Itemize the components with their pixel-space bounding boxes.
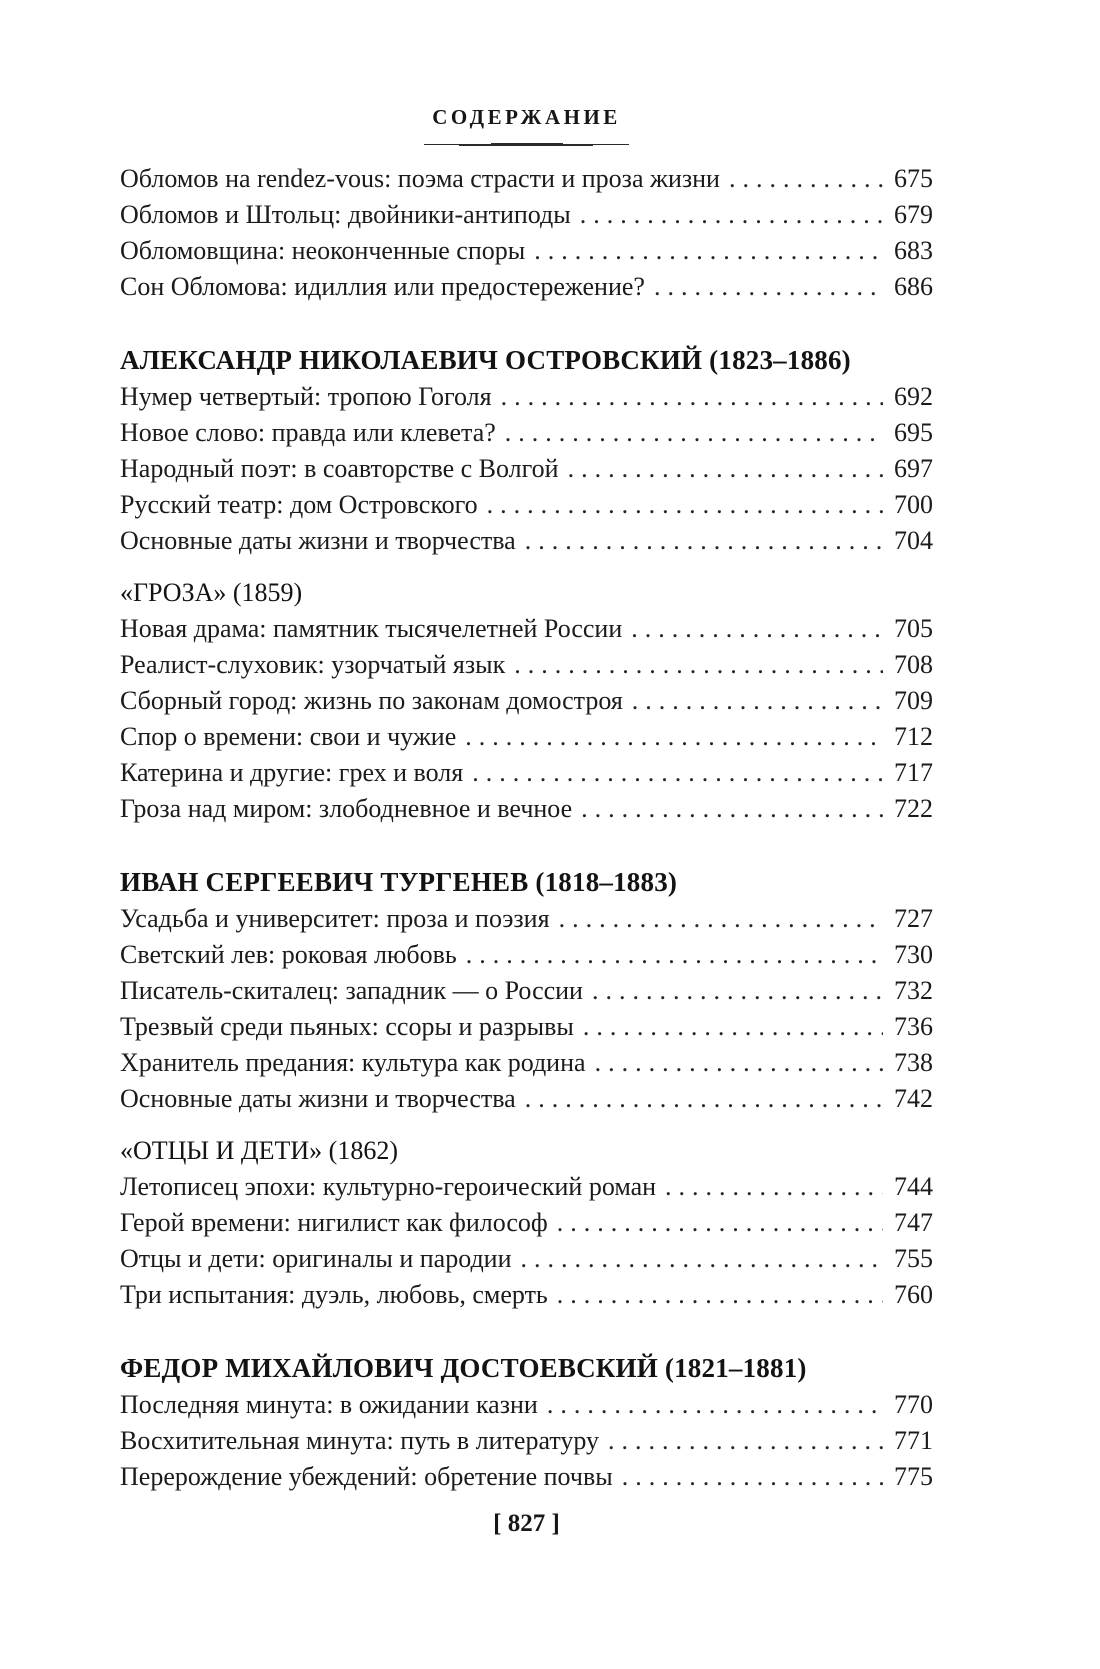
dot-leader <box>608 1423 883 1459</box>
toc-entry-title: Отцы и дети: оригиналы и пародии <box>120 1244 512 1273</box>
toc-entry-page-number: 770 <box>894 1390 933 1419</box>
toc-entry-page-number: 736 <box>894 1012 933 1041</box>
toc-entry-title: Усадьба и университет: проза и поэзия <box>120 904 550 933</box>
divider-segment <box>491 143 563 146</box>
dot-leader <box>505 415 883 451</box>
toc-entry[interactable] <box>120 379 933 415</box>
toc-entry-page-number: 730 <box>894 940 933 969</box>
toc-entry-page-number: 712 <box>894 722 933 751</box>
dot-leader <box>665 1169 883 1205</box>
toc-entry[interactable] <box>120 233 933 269</box>
toc-entry[interactable] <box>120 973 933 1009</box>
toc-entry[interactable] <box>120 415 933 451</box>
page-number-footer: [ 827 ] <box>493 1510 560 1537</box>
toc-entry-title: Восхитительная минута: путь в литературу <box>120 1426 599 1455</box>
toc-entry-page-number: 675 <box>894 164 933 193</box>
dot-leader <box>547 1387 883 1423</box>
toc-entry-page-number: 709 <box>894 686 933 715</box>
toc-entry-page-number: 704 <box>894 526 933 555</box>
dot-leader <box>622 1459 883 1495</box>
toc-entry-page-number: 732 <box>894 976 933 1005</box>
toc-section-header: ИВАН СЕРГЕЕВИЧ ТУРГЕНЕВ (1818–1883) <box>120 867 678 897</box>
dot-leader <box>487 487 883 523</box>
dot-leader <box>580 197 883 233</box>
toc-entry[interactable] <box>120 1205 933 1241</box>
dot-leader <box>514 647 883 683</box>
toc-entry[interactable] <box>120 647 933 683</box>
dot-leader <box>525 1081 883 1117</box>
toc-entry[interactable] <box>120 683 933 719</box>
toc-entry-title: Основные даты жизни и творчества <box>120 1084 516 1113</box>
toc-entry[interactable] <box>120 523 933 559</box>
toc-section <box>120 1133 933 1313</box>
toc-entry-title: Три испытания: дуэль, любовь, смерть <box>120 1280 548 1309</box>
toc-entry-title: Гроза над миром: злободневное и вечное <box>120 794 573 823</box>
toc-entry[interactable] <box>120 269 933 305</box>
toc-entry[interactable] <box>120 611 933 647</box>
toc-section <box>120 1349 933 1495</box>
toc-entry-page-number: 679 <box>894 200 933 229</box>
toc-entry-title: Светский лев: роковая любовь <box>120 940 457 969</box>
toc-entry[interactable] <box>120 1045 933 1081</box>
toc-entry-page-number: 700 <box>894 490 933 519</box>
toc-entry-page-number: 760 <box>894 1280 933 1309</box>
toc-entry[interactable] <box>120 1169 933 1205</box>
toc-section <box>120 575 933 827</box>
toc-entry-title: Спор о времени: свои и чужие <box>120 722 457 751</box>
dot-leader <box>729 161 883 197</box>
dot-leader <box>466 937 883 973</box>
page-content <box>120 0 933 1539</box>
dot-leader <box>465 719 883 755</box>
toc-entry-page-number: 686 <box>894 272 933 301</box>
toc-section-header: АЛЕКСАНДР НИКОЛАЕВИЧ ОСТРОВСКИЙ (1823–1886) <box>120 345 851 375</box>
toc-entry-page-number: 695 <box>894 418 933 447</box>
toc-entry-title: Летописец эпохи: культурно-героический роман <box>120 1172 657 1201</box>
toc-entry[interactable] <box>120 719 933 755</box>
toc-entry-page-number: 742 <box>894 1084 933 1113</box>
table-of-contents <box>120 161 933 1495</box>
divider-segment <box>459 144 491 146</box>
toc-section <box>120 161 933 305</box>
toc-entry-page-number: 738 <box>894 1048 933 1077</box>
toc-entry[interactable] <box>120 451 933 487</box>
dot-leader <box>583 1009 883 1045</box>
dot-leader <box>534 233 883 269</box>
toc-entry-title: Сборный город: жизнь по законам домостроя <box>120 686 623 715</box>
toc-entry[interactable] <box>120 791 933 827</box>
toc-entry-title: Сон Обломова: идиллия или предостережение? <box>120 272 645 301</box>
toc-section-header: ФЕДОР МИХАЙЛОВИЧ ДОСТОЕВСКИЙ (1821–1881) <box>120 1353 807 1383</box>
toc-entry-page-number: 705 <box>894 614 933 643</box>
toc-entry[interactable] <box>120 487 933 523</box>
toc-entry-title: Перерождение убеждений: обретение почвы <box>120 1462 613 1491</box>
dot-leader <box>525 523 883 559</box>
toc-entry-title: Катерина и другие: грех и воля <box>120 758 464 787</box>
toc-entry[interactable] <box>120 1081 933 1117</box>
dot-leader <box>632 683 883 719</box>
toc-entry[interactable] <box>120 901 933 937</box>
toc-entry-page-number: 708 <box>894 650 933 679</box>
divider-segment <box>424 144 459 145</box>
dot-leader <box>521 1241 884 1277</box>
toc-entry-title: Народный поэт: в соавторстве с Волгой <box>120 454 559 483</box>
toc-entry[interactable] <box>120 755 933 791</box>
toc-entry[interactable] <box>120 1277 933 1313</box>
dot-leader <box>559 901 883 937</box>
toc-entry-page-number: 744 <box>894 1172 933 1201</box>
toc-entry[interactable] <box>120 161 933 197</box>
toc-section-header: «ОТЦЫ И ДЕТИ» (1862) <box>120 1136 398 1165</box>
divider-segment <box>593 144 629 145</box>
toc-entry-page-number: 692 <box>894 382 933 411</box>
toc-entry[interactable] <box>120 1387 933 1423</box>
toc-entry-title: Обломовщина: неоконченные споры <box>120 236 526 265</box>
toc-entry[interactable] <box>120 1241 933 1277</box>
dot-leader <box>581 791 883 827</box>
toc-entry-title: Новая драма: памятник тысячелетней России <box>120 614 623 643</box>
toc-entry-page-number: 775 <box>894 1462 933 1491</box>
toc-entry-title: Реалист-слуховик: узорчатый язык <box>120 650 506 679</box>
toc-entry-page-number: 717 <box>894 758 933 787</box>
toc-entry-page-number: 697 <box>894 454 933 483</box>
toc-entry-title: Основные даты жизни и творчества <box>120 526 516 555</box>
toc-entry-page-number: 727 <box>894 904 933 933</box>
dot-leader <box>568 451 883 487</box>
page-title: СОДЕРЖАНИЕ <box>432 105 621 129</box>
title-divider-ornament <box>424 143 629 146</box>
dot-leader <box>631 611 883 647</box>
dot-leader <box>654 269 883 305</box>
toc-section <box>120 341 933 559</box>
toc-entry[interactable] <box>120 197 933 233</box>
toc-entry-page-number: 771 <box>894 1426 933 1455</box>
toc-entry[interactable] <box>120 937 933 973</box>
toc-entry-title: Обломов и Штольц: двойники-антиподы <box>120 200 571 229</box>
dot-leader <box>592 973 883 1009</box>
toc-entry-title: Герой времени: нигилист как философ <box>120 1208 548 1237</box>
toc-entry-page-number: 683 <box>894 236 933 265</box>
dot-leader <box>472 755 883 791</box>
toc-section <box>120 863 933 1117</box>
toc-entry-title: Обломов на rendez-vous: поэма страсти и проза жизни <box>120 164 720 193</box>
toc-entry-title: Хранитель предания: культура как родина <box>120 1048 586 1077</box>
toc-entry-title: Русский театр: дом Островского <box>120 490 478 519</box>
dot-leader <box>557 1277 883 1313</box>
toc-entry-title: Писатель-скиталец: западник — о России <box>120 976 583 1005</box>
toc-entry-title: Трезвый среди пьяных: ссоры и разрывы <box>120 1012 574 1041</box>
toc-entry-title: Нумер четвертый: тропою Гоголя <box>120 382 492 411</box>
toc-entry-page-number: 755 <box>894 1244 933 1273</box>
dot-leader <box>557 1205 883 1241</box>
toc-entry-title: Новое слово: правда или клевета? <box>120 418 496 447</box>
dot-leader <box>595 1045 883 1081</box>
toc-section-header: «ГРОЗА» (1859) <box>120 578 303 607</box>
divider-segment <box>563 144 593 146</box>
toc-entry[interactable] <box>120 1459 933 1495</box>
toc-entry[interactable] <box>120 1009 933 1045</box>
toc-entry-title: Последняя минута: в ожидании казни <box>120 1390 538 1419</box>
toc-entry-page-number: 747 <box>894 1208 933 1237</box>
toc-entry[interactable] <box>120 1423 933 1459</box>
toc-entry-page-number: 722 <box>894 794 933 823</box>
dot-leader <box>501 379 883 415</box>
